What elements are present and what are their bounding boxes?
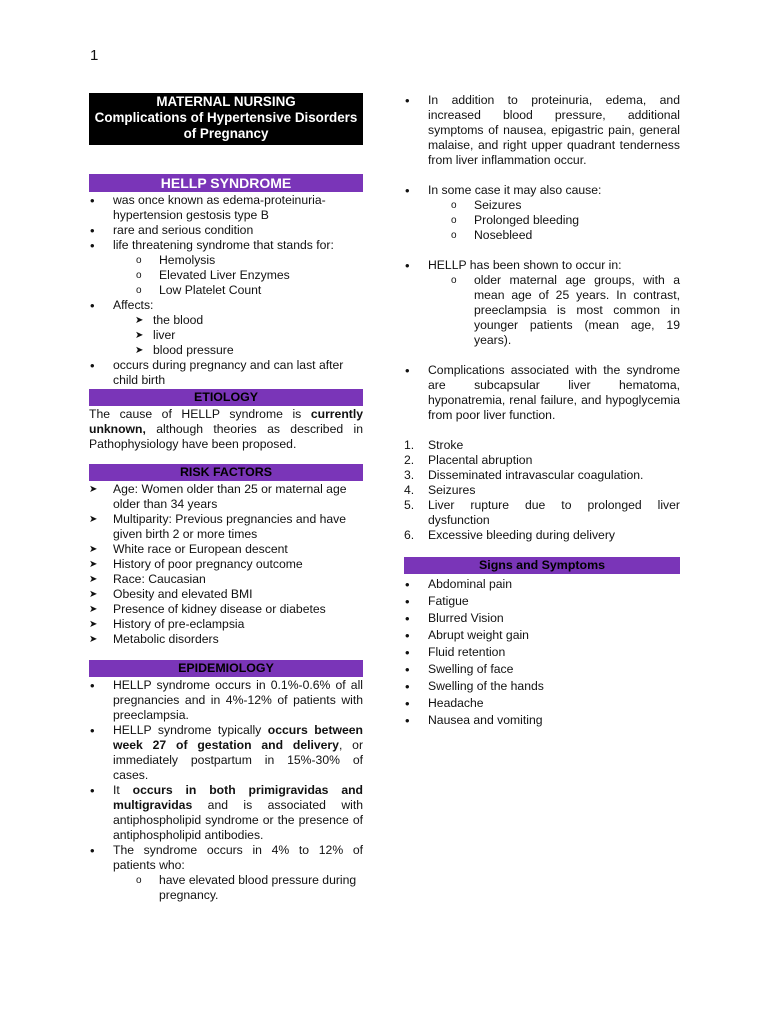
list-item: • It occurs in both primigravidas and multigravidas and is associated with antiphospholipid syndrome or the presence of antiphospholipid antibodies.	[89, 783, 363, 843]
list-item: • Blurred Vision	[404, 610, 680, 627]
list-item: • Complications associated with the syndrome are subcapsular liver hematoma, hyponatremia, renal failure, and hypoglycemia from poor liver function.	[404, 363, 680, 423]
list-item: o Elevated Liver Enzymes	[89, 268, 363, 283]
list-item: • rare and serious condition	[89, 223, 363, 238]
list-item: ➤ History of poor pregnancy outcome	[89, 557, 363, 572]
list-item: • Affects: ➤ the blood ➤ liver ➤ blood pressure	[89, 298, 363, 358]
list-item: ➤ History of pre-eclampsia	[89, 617, 363, 632]
list-item: ➤ blood pressure	[89, 343, 363, 358]
right-list-3	[404, 258, 680, 348]
list-item: ➤ White race or European descent	[89, 542, 363, 557]
risk-factors-heading: RISK FACTORS	[89, 464, 363, 481]
list-item: ➤ Metabolic disorders	[89, 632, 363, 647]
title-line-3: of Pregnancy	[183, 126, 269, 141]
list-item: ➤ Race: Caucasian	[89, 572, 363, 587]
hellp-heading: HELLP SYNDROME	[89, 174, 363, 192]
list-item: o Seizures	[404, 198, 680, 213]
risk-factors-list	[89, 482, 363, 647]
list-item: o Hemolysis	[89, 253, 363, 268]
list-item: • Headache	[404, 695, 680, 712]
list-item: • occurs during pregnancy and can last after child birth	[89, 358, 363, 388]
affects-list	[89, 313, 363, 358]
list-item: • HELLP syndrome occurs in 0.1%-0.6% of all pregnancies and in 4%-12% of patients with preeclampsia.	[89, 678, 363, 723]
list-item: ➤ the blood	[89, 313, 363, 328]
right-column	[404, 93, 680, 729]
list-item: ➤ Age: Women older than 25 or maternal age older than 34 years	[89, 482, 363, 512]
right-list-2	[404, 183, 680, 243]
epidemiology-sub-list	[89, 873, 363, 903]
right-list-1	[404, 93, 680, 168]
epidemiology-heading: EPIDEMIOLOGY	[89, 660, 363, 677]
signs-symptoms-list	[404, 576, 680, 729]
list-item: o have elevated blood pressure during pregnancy.	[89, 873, 363, 903]
list-item: o older maternal age groups, with a mean age of 25 years. In contrast, preeclampsia is most common in younger patients (mean age, 19 years).	[404, 273, 680, 348]
list-item: • Abdominal pain	[404, 576, 680, 593]
list-item: ➤ Obesity and elevated BMI	[89, 587, 363, 602]
may-cause-list	[404, 198, 680, 243]
title-line-1: MATERNAL NURSING	[156, 94, 296, 109]
etiology-paragraph: The cause of HELLP syndrome is currently unknown, although theories as described in Pathophysiology have been proposed.	[89, 407, 363, 451]
list-item: ➤ Multiparity: Previous pregnancies and have given birth 2 or more times	[89, 512, 363, 542]
list-item: 5. Liver rupture due to prolonged liver dysfunction	[404, 498, 680, 527]
list-item: • Swelling of face	[404, 661, 680, 678]
list-item: • was once known as edema-proteinuria-hypertension gestosis type B	[89, 193, 363, 223]
list-item: 6. Excessive bleeding during delivery	[404, 528, 615, 542]
list-item: ➤ Presence of kidney disease or diabetes	[89, 602, 363, 617]
list-item: • Abrupt weight gain	[404, 627, 680, 644]
list-item: • Nausea and vomiting	[404, 712, 680, 729]
epidemiology-list	[89, 678, 363, 903]
list-item: • The syndrome occurs in 4% to 12% of patients who: o have elevated blood pressure during pregnancy.	[89, 843, 363, 903]
list-item: 2. Placental abruption	[404, 453, 533, 467]
list-item: 3. Disseminated intravascular coagulation.	[404, 468, 644, 482]
list-item: • Fluid retention	[404, 644, 680, 661]
list-item: • Fatigue	[404, 593, 680, 610]
title-line-2: Complications of Hypertensive Disorders	[94, 110, 358, 125]
list-item: 1. Stroke	[404, 438, 464, 452]
list-item: • life threatening syndrome that stands for: o Hemolysis o Elevated Liver Enzymes o Low Platelet Count	[89, 238, 363, 298]
complications-list	[404, 438, 680, 543]
list-item: 4. Seizures	[404, 483, 476, 497]
list-item: o Low Platelet Count	[89, 283, 363, 298]
occurrence-list	[404, 273, 680, 348]
hellp-acronym-list	[89, 253, 363, 298]
list-item: • Swelling of the hands	[404, 678, 680, 695]
hellp-list	[89, 193, 363, 388]
list-item: ➤ liver	[89, 328, 363, 343]
list-item: • HELLP syndrome typically occurs between week 27 of gestation and delivery, or immediately postpartum in 15%-30% of cases.	[89, 723, 363, 783]
left-column	[89, 93, 363, 903]
list-item: o Nosebleed	[404, 228, 680, 243]
list-item: • HELLP has been shown to occur in: o older maternal age groups, with a mean age of 25 years. In contrast, preeclampsia is most common in younger patients (mean age, 19 years).	[404, 258, 680, 348]
signs-symptoms-heading: Signs and Symptoms	[404, 557, 680, 574]
right-list-4	[404, 363, 680, 423]
etiology-heading: ETIOLOGY	[89, 389, 363, 406]
list-item: • In addition to proteinuria, edema, and increased blood pressure, additional symptoms of nausea, epigastric pain, general malaise, and right upper quadrant tenderness from liver inflammation occur.	[404, 93, 680, 168]
list-item: • In some case it may also cause: o Seizures o Prolonged bleeding o Nosebleed	[404, 183, 680, 243]
list-item: o Prolonged bleeding	[404, 213, 680, 228]
document-title	[89, 93, 363, 145]
page-number: 1	[90, 47, 99, 64]
